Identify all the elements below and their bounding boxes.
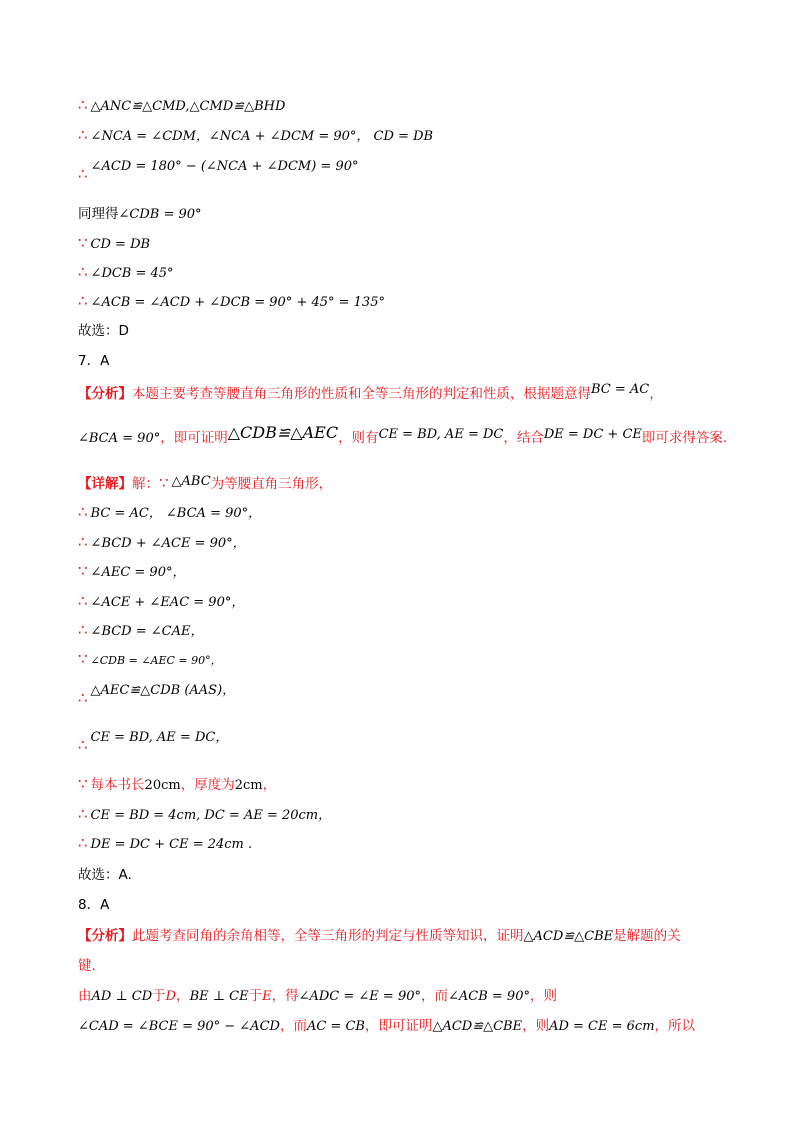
question-number: 8．A (78, 897, 110, 913)
therefore-symbol: ∴ (78, 292, 88, 310)
answer-line: 故选：D (78, 323, 129, 339)
therefore-symbol: ∴ (78, 165, 88, 183)
proof-line: ∴ ∠BCD = ∠CAE， (78, 621, 204, 639)
question-number: 7．A (78, 353, 110, 369)
therefore-symbol: ∴ (78, 263, 88, 281)
proof-line: ∴ ∠ACB = ∠ACD + ∠DCB = 90° + 45° = 135° (78, 292, 385, 310)
proof-line: ∵ ∠CDB = ∠AEC = 90°， (78, 650, 222, 668)
because-symbol: ∵ (78, 234, 88, 252)
proof-line: ∴ CE = BD, AE = DC， (78, 730, 229, 754)
proof-line: ∵ ∠AEC = 90°， (78, 562, 186, 580)
answer-line: 故选：A. (78, 867, 132, 883)
analysis-line: 【分析】此题考查同角的余角相等，全等三角形的判定与性质等知识，证明△ACD≌△CBE是解题的关 (78, 928, 681, 944)
proof-line: ∴ ∠DCB = 45° (78, 263, 174, 281)
proof-line: ∴ ∠NCA = ∠CDM，∠NCA + ∠DCM = 90°， CD = DB (78, 126, 434, 144)
proof-line: ∴ ∠ACD = 180° − (∠NCA + ∠DCM) = 90° (78, 159, 359, 183)
detail-line: 【详解】解：∵ △ABC为等腰直角三角形， (78, 474, 333, 492)
analysis-line: ∠CAD = ∠BCE = 90° − ∠ACD，而AC = CB，即可证明△ACD≌△CBE，则AD = CE = 6cm，所以 (78, 1018, 696, 1034)
therefore-symbol: ∴ (78, 96, 88, 114)
analysis-line: 【分析】本题主要考查等腰直角三角形的性质和全等三角形的判定和性质，根据题意得BC = AC， (78, 382, 663, 402)
proof-line: ∵ 每本书长20cm，厚度为2cm， (78, 775, 277, 793)
proof-line: ∴ ∠BCD + ∠ACE = 90°， (78, 533, 246, 551)
therefore-symbol: ∴ (78, 126, 88, 144)
proof-line: ∴ ∠ACE + ∠EAC = 90°， (78, 592, 245, 610)
proof-line: ∴ BC = AC， ∠BCA = 90°， (78, 503, 262, 521)
proof-line: ∴ △ANC≌△CMD,△CMD≌△BHD (78, 96, 286, 114)
analysis-line: ∠BCA = 90°，即可证明△CDB≌△AEC，则有CE = BD, AE = DC，结合DE = DC + CE即可求得答案. (78, 423, 728, 446)
proof-line: 同理得∠CDB = 90° (78, 206, 202, 222)
proof-line: ∴ CE = BD = 4cm, DC = AE = 20cm， (78, 805, 332, 823)
proof-line: ∴ DE = DC + CE = 24cm . (78, 834, 253, 852)
proof-line: ∴ △AEC≌△CDB (AAS)， (78, 683, 236, 707)
proof-line: ∵ CD = DB (78, 234, 151, 252)
analysis-line: 由AD ⊥ CD于D，BE ⊥ CE于E，得∠ADC = ∠E = 90°，而∠ACB = 90°，则 (78, 988, 557, 1004)
analysis-line: 键. (78, 958, 96, 974)
